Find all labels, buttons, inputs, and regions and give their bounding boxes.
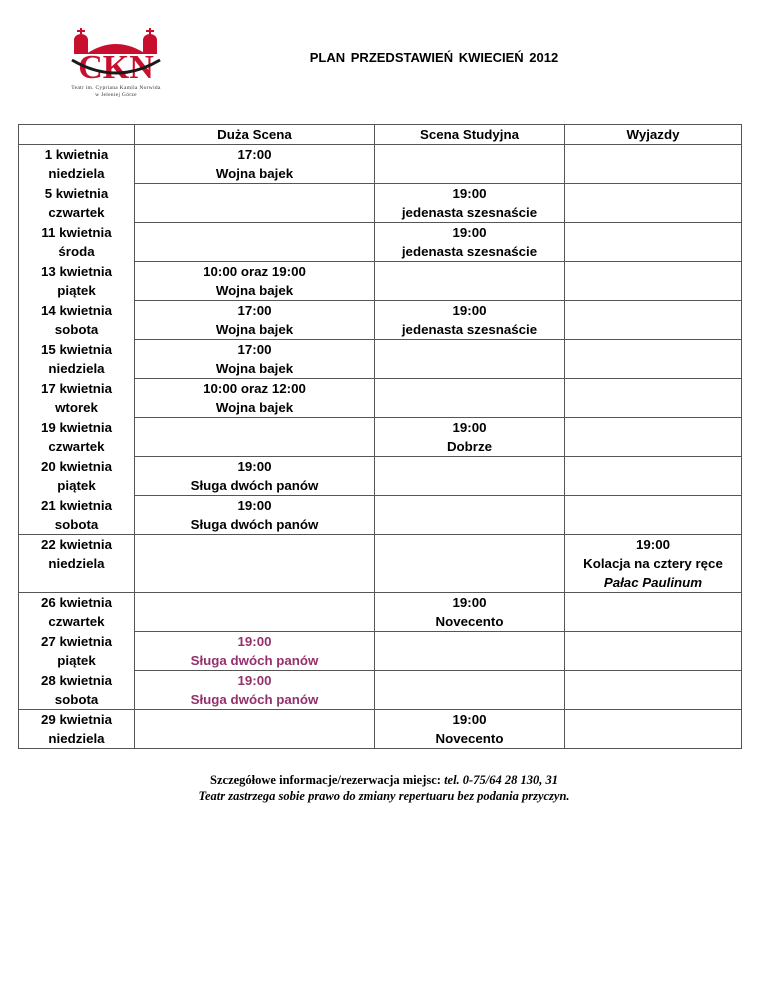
- cell-scena-studyjna: [375, 457, 565, 496]
- cell-date-line: 21 kwietnia: [41, 498, 112, 513]
- cell-scena-studyjna: [375, 184, 565, 223]
- cell-date-line: piątek: [57, 283, 96, 298]
- table-row: [19, 632, 742, 671]
- footer: [0, 772, 768, 804]
- cell-scena-studyjna: [375, 340, 565, 379]
- cell-date-line: sobota: [54, 322, 99, 337]
- cell-wyjazdy-line: Pałac Paulinum: [603, 575, 703, 590]
- cell-date: [19, 632, 135, 671]
- cell-duza-scena: [135, 535, 375, 593]
- cell-duza-scena: [135, 418, 375, 457]
- cell-date-line: 5 kwietnia: [44, 186, 109, 201]
- cell-duza-scena-line: 17:00: [237, 147, 272, 162]
- cell-date-line: niedziela: [48, 556, 105, 571]
- cell-date-line: 15 kwietnia: [41, 342, 112, 357]
- cell-duza-scena-line: 19:00: [237, 498, 272, 513]
- cell-date-line: wtorek: [55, 400, 98, 415]
- table-row: [19, 379, 742, 418]
- cell-scena-studyjna: [375, 262, 565, 301]
- cell-date-line: czwartek: [48, 614, 105, 629]
- cell-duza-scena: [135, 340, 375, 379]
- cell-wyjazdy: [565, 710, 742, 749]
- cell-duza-scena-line: Wojna bajek: [215, 400, 294, 415]
- cell-date-line: 13 kwietnia: [41, 264, 112, 279]
- cell-scena-studyjna: [375, 671, 565, 710]
- cell-date: [19, 340, 135, 379]
- cell-duza-scena-line: 17:00: [237, 303, 272, 318]
- cell-scena-studyjna: [375, 496, 565, 535]
- cell-date: [19, 457, 135, 496]
- cell-date-line: czwartek: [48, 439, 105, 454]
- cell-date-line: 19 kwietnia: [41, 420, 112, 435]
- cell-date: [19, 535, 135, 593]
- cell-duza-scena: [135, 301, 375, 340]
- cell-scena-studyjna: [375, 379, 565, 418]
- cell-date: [19, 184, 135, 223]
- cell-duza-scena-line: 10:00 oraz 19:00: [203, 264, 306, 279]
- cell-date: [19, 145, 135, 184]
- schedule-body: [19, 145, 742, 749]
- table-row: [19, 710, 742, 749]
- cell-duza-scena: [135, 671, 375, 710]
- cell-date-line: niedziela: [48, 361, 105, 376]
- cell-duza-scena-line: Wojna bajek: [215, 322, 294, 337]
- footer-info-line: Szczegółowe informacje/rezerwacja miejsc: tel. 0-75/64 28 130, 31: [210, 773, 558, 787]
- cell-duza-scena-line: Sługa dwóch panów: [190, 517, 319, 532]
- cell-wyjazdy: [565, 184, 742, 223]
- cell-scena-studyjna-line: Novecento: [435, 614, 504, 629]
- table-row: [19, 535, 742, 593]
- svg-text:CKN: CKN: [78, 49, 154, 84]
- cell-wyjazdy: [565, 340, 742, 379]
- table-row: [19, 184, 742, 223]
- cell-duza-scena: [135, 593, 375, 632]
- cell-date-line: 29 kwietnia: [41, 712, 112, 727]
- cell-duza-scena: [135, 496, 375, 535]
- cell-duza-scena: [135, 262, 375, 301]
- cell-date-line: 11 kwietnia: [41, 225, 112, 240]
- cell-date-line: piątek: [57, 478, 96, 493]
- cell-date: [19, 379, 135, 418]
- cell-scena-studyjna-line: jedenasta szesnaście: [401, 205, 538, 220]
- header-scena-studyjna: Scena Studyjna: [375, 125, 565, 145]
- table-row: [19, 418, 742, 457]
- cell-date-line: 1 kwietnia: [44, 147, 109, 162]
- table-row: [19, 593, 742, 632]
- cell-duza-scena: [135, 710, 375, 749]
- cell-duza-scena-line: Wojna bajek: [215, 166, 294, 181]
- cell-wyjazdy-line: 19:00: [635, 537, 670, 552]
- schedule-table: [18, 124, 742, 749]
- cell-duza-scena-line: Sługa dwóch panów: [190, 653, 319, 668]
- cell-date: [19, 496, 135, 535]
- cell-wyjazdy: [565, 671, 742, 710]
- cell-date-line: 26 kwietnia: [41, 595, 112, 610]
- cell-scena-studyjna: [375, 223, 565, 262]
- cell-duza-scena-line: Sługa dwóch panów: [190, 478, 319, 493]
- cell-wyjazdy: [565, 457, 742, 496]
- cell-scena-studyjna: [375, 145, 565, 184]
- cell-scena-studyjna-line: 19:00: [452, 186, 487, 201]
- cell-date-line: czwartek: [48, 205, 105, 220]
- cell-date-line: niedziela: [48, 166, 105, 181]
- cell-wyjazdy: [565, 418, 742, 457]
- cell-date: [19, 418, 135, 457]
- table-header-row: [19, 125, 742, 145]
- cell-duza-scena-line: 19:00: [237, 673, 272, 688]
- cell-wyjazdy: [565, 593, 742, 632]
- cell-date: [19, 223, 135, 262]
- cell-date-line: 14 kwietnia: [41, 303, 112, 318]
- cell-date: [19, 671, 135, 710]
- table-row: [19, 496, 742, 535]
- cell-wyjazdy: [565, 535, 742, 593]
- cell-duza-scena-line: Sługa dwóch panów: [190, 692, 319, 707]
- cell-duza-scena-line: 17:00: [237, 342, 272, 357]
- table-row: [19, 671, 742, 710]
- cell-date-line: sobota: [54, 692, 99, 707]
- cell-scena-studyjna-line: Dobrze: [446, 439, 493, 454]
- cell-date: [19, 593, 135, 632]
- cell-scena-studyjna-line: 19:00: [452, 225, 487, 240]
- cell-wyjazdy: [565, 223, 742, 262]
- cell-scena-studyjna-line: 19:00: [452, 303, 487, 318]
- logo-caption: Teatr im. Cypriana Kamila Norwida w Jeleniej Górze: [71, 85, 161, 98]
- cell-date-line: 20 kwietnia: [41, 459, 112, 474]
- cell-date-line: sobota: [54, 517, 99, 532]
- table-row: [19, 340, 742, 379]
- cell-date-line: 22 kwietnia: [41, 537, 112, 552]
- header-duza-scena: Duża Scena: [135, 125, 375, 145]
- cell-scena-studyjna-line: Novecento: [435, 731, 504, 746]
- cell-scena-studyjna-line: 19:00: [452, 712, 487, 727]
- header-wyjazdy: Wyjazdy: [565, 125, 742, 145]
- cell-date-line: 17 kwietnia: [41, 381, 112, 396]
- cell-wyjazdy: [565, 496, 742, 535]
- cell-date-line: piątek: [57, 653, 96, 668]
- cell-duza-scena: [135, 457, 375, 496]
- footer-disclaimer: Teatr zastrzega sobie prawo do zmiany repertuaru bez podania przyczyn.: [198, 789, 570, 803]
- page-title: PLAN PRZEDSTAWIEŃ KWIECIEŃ 2012: [309, 50, 559, 65]
- cell-duza-scena-line: 19:00: [237, 634, 272, 649]
- cell-scena-studyjna: [375, 301, 565, 340]
- cell-wyjazdy: [565, 262, 742, 301]
- cell-date-line: środa: [58, 244, 95, 259]
- cell-scena-studyjna-line: jedenasta szesnaście: [401, 322, 538, 337]
- cell-wyjazdy-line: Kolacja na cztery ręce: [583, 556, 723, 571]
- cell-date: [19, 710, 135, 749]
- cell-wyjazdy: [565, 145, 742, 184]
- cell-scena-studyjna-line: jedenasta szesnaście: [401, 244, 538, 259]
- cell-date-line: 28 kwietnia: [41, 673, 112, 688]
- cell-scena-studyjna: [375, 535, 565, 593]
- cell-date-line: 27 kwietnia: [41, 634, 112, 649]
- cell-date: [19, 262, 135, 301]
- cell-date-line: niedziela: [48, 731, 105, 746]
- cell-date: [19, 301, 135, 340]
- cell-scena-studyjna-line: 19:00: [452, 595, 487, 610]
- table-row: [19, 145, 742, 184]
- cell-scena-studyjna: [375, 418, 565, 457]
- cell-scena-studyjna-line: 19:00: [452, 420, 487, 435]
- table-row: [19, 457, 742, 496]
- cell-wyjazdy: [565, 379, 742, 418]
- cell-scena-studyjna: [375, 593, 565, 632]
- cell-wyjazdy: [565, 301, 742, 340]
- table-row: [19, 262, 742, 301]
- header-date: [19, 125, 135, 145]
- cell-duza-scena-line: 10:00 oraz 12:00: [203, 381, 306, 396]
- cell-duza-scena: [135, 145, 375, 184]
- cell-duza-scena: [135, 184, 375, 223]
- cell-duza-scena: [135, 379, 375, 418]
- cell-wyjazdy: [565, 632, 742, 671]
- cell-scena-studyjna: [375, 632, 565, 671]
- table-row: [19, 301, 742, 340]
- cell-duza-scena: [135, 632, 375, 671]
- cell-duza-scena-line: Wojna bajek: [215, 283, 294, 298]
- table-row: [19, 223, 742, 262]
- cell-duza-scena-line: 19:00: [237, 459, 272, 474]
- cell-duza-scena: [135, 223, 375, 262]
- cell-scena-studyjna: [375, 710, 565, 749]
- cell-duza-scena-line: Wojna bajek: [215, 361, 294, 376]
